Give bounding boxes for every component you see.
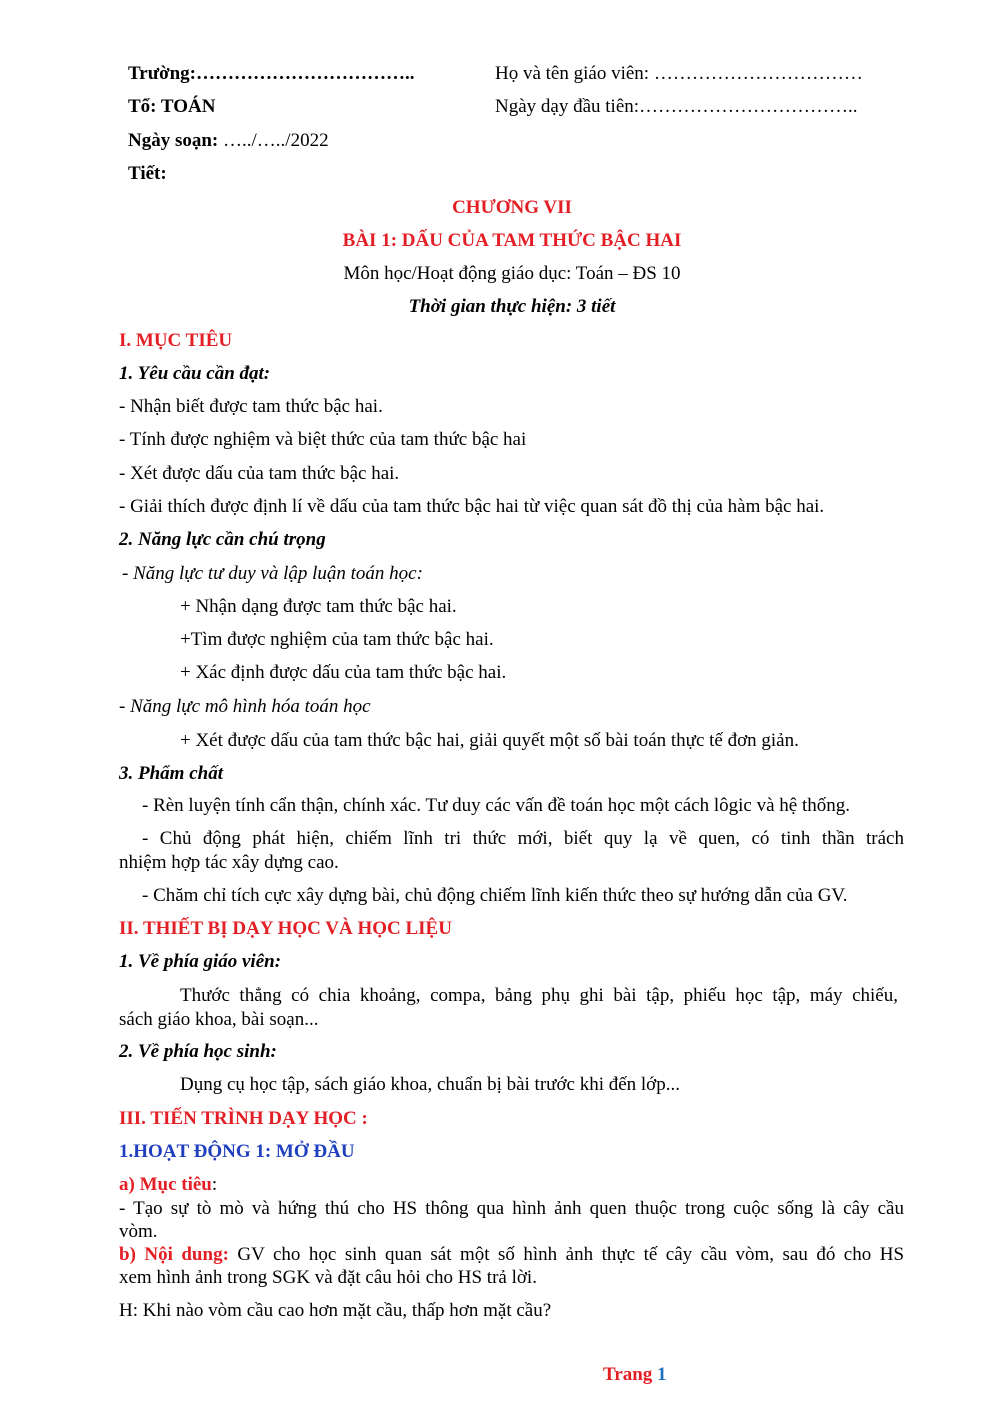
prepare-date-field: Ngày soạn: …../…../2022 [128,130,329,151]
competency-item: + Nhận dạng được tam thức bậc hai. [180,596,457,617]
requirements-heading: 1. Yêu cầu cần đạt: [119,363,271,384]
teacher-name-field: Họ và tên giáo viên: …………………………… [495,63,863,84]
school-field: Trường:…………………………….. [128,63,415,84]
lesson-title: BÀI 1: DẤU CỦA TAM THỨC BẬC HAI [342,230,682,251]
competency-item: +Tìm được nghiệm của tam thức bậc hai. [180,629,494,650]
section-3-heading: III. TIẾN TRÌNH DẠY HỌC : [119,1108,368,1129]
page-number: 1 [657,1364,667,1385]
objective-text-continued: vòm. [119,1221,158,1242]
teacher-materials-continued: sách giáo khoa, bài soạn... [119,1009,319,1030]
duration-line: Thời gian thực hiện: 3 tiết [408,296,616,317]
competency-group-2: - Năng lực mô hình hóa toán học [119,696,371,717]
requirement-item: - Nhận biết được tam thức bậc hai. [119,396,383,417]
subject-line: Môn học/Hoạt động giáo dục: Toán – ĐS 10 [343,263,681,284]
competency-group-1: - Năng lực tư duy và lập luận toán học: [122,563,423,584]
requirement-item: - Tính được nghiệm và biệt thức của tam thức bậc hai [119,429,527,450]
quality-item-continued: nhiệm hợp tác xây dựng cao. [119,852,339,873]
page-footer: Trang 1 [603,1364,667,1385]
teacher-side-heading: 1. Về phía giáo viên: [119,951,282,972]
content-line: b) Nội dung: GV cho học sinh quan sát một số hình ảnh thực tế cây cầu vòm, sau đó cho HS [119,1244,905,1265]
student-side-heading: 2. Về phía học sinh: [119,1041,277,1062]
objective-label: a) Mục tiêu: [119,1174,218,1195]
section-2-heading: II. THIẾT BỊ DẠY HỌC VÀ HỌC LIỆU [119,918,452,939]
competency-heading: 2. Năng lực cần chú trọng [119,529,326,550]
student-materials: Dụng cụ học tập, sách giáo khoa, chuẩn bị bài trước khi đến lớp... [180,1074,680,1095]
department-field: Tổ: TOÁN [128,96,216,117]
objective-text: - Tạo sự tò mò và hứng thú cho HS thông qua hình ảnh quen thuộc trong cuộc sống là cây cầu [119,1198,904,1219]
requirement-item: - Xét được dấu của tam thức bậc hai. [119,463,400,484]
requirement-item: - Giải thích được định lí về dấu của tam thức bậc hai từ việc quan sát đồ thị của hàm bậc hai. [119,496,825,517]
chapter-title: CHƯƠNG VII [452,197,572,218]
first-teaching-date-field: Ngày dạy đầu tiên:…………………………….. [495,96,858,117]
quality-item: - Rèn luyện tính cẩn thận, chính xác. Tư duy các vấn đề toán học một cách lôgic và hệ thống. [142,795,850,816]
quality-item: - Chủ động phát hiện, chiếm lĩnh tri thức mới, biết quy lạ về quen, có tinh thần trách [142,828,904,849]
question-line: H: Khi nào vòm cầu cao hơn mặt cầu, thấp hơn mặt cầu? [119,1300,552,1321]
teacher-materials: Thước thẳng có chia khoảng, compa, bảng phụ ghi bài tập, phiếu học tập, máy chiếu, [180,985,898,1006]
quality-item: - Chăm chỉ tích cực xây dựng bài, chủ động chiếm lĩnh kiến thức theo sự hướng dẫn của GV. [142,885,848,906]
period-field: Tiết: [128,163,167,184]
activity-1-heading: 1.HOẠT ĐỘNG 1: MỞ ĐẦU [119,1141,355,1162]
competency-item: + Xác định được dấu của tam thức bậc hai. [180,662,507,683]
content-line-continued: xem hình ảnh trong SGK và đặt câu hỏi cho HS trả lời. [119,1267,537,1288]
competency-item: + Xét được dấu của tam thức bậc hai, giải quyết một số bài toán thực tế đơn giản. [180,730,799,751]
section-1-heading: I. MỤC TIÊU [119,330,233,351]
qualities-heading: 3. Phẩm chất [119,763,223,784]
